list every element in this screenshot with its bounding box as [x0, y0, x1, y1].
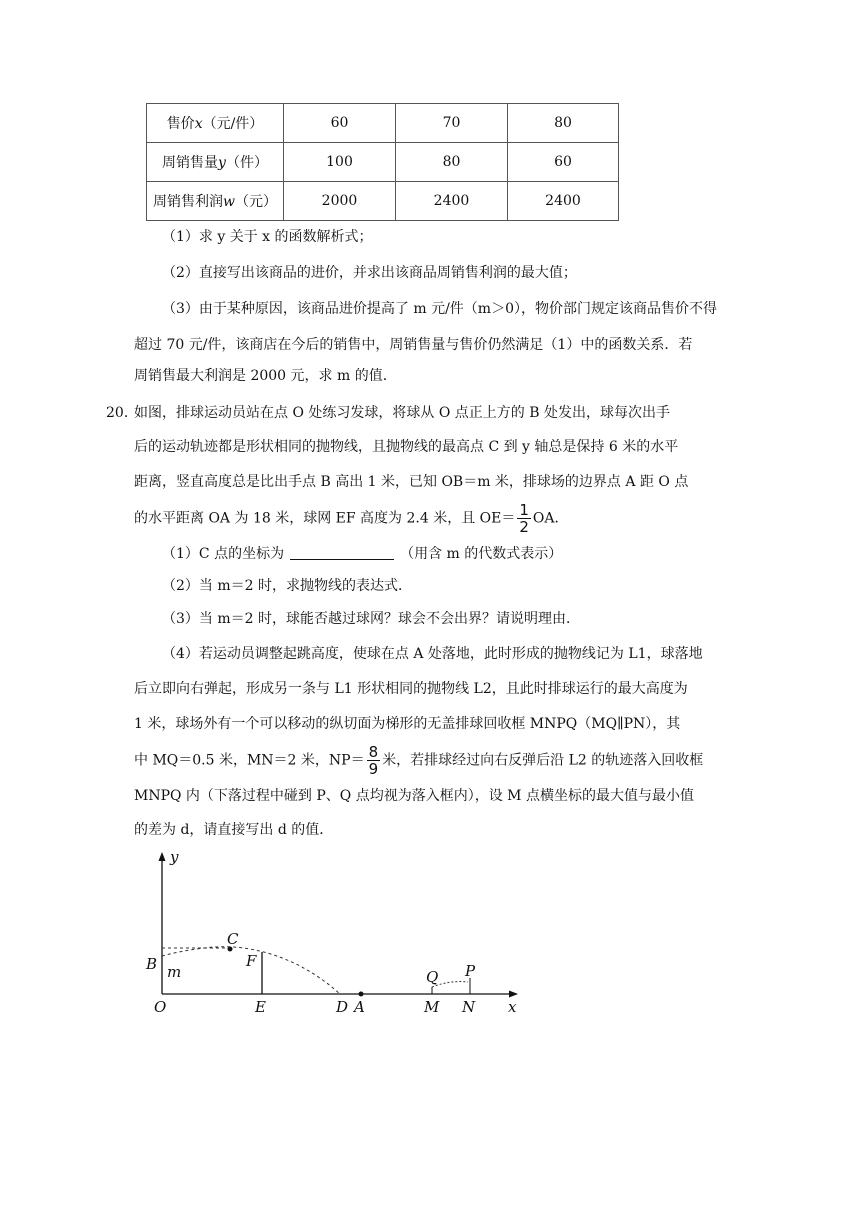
- volleyball-figure: [140, 848, 530, 1018]
- q19-part3-line2: 超过 70 元/件，该商店在今后的销售中，周销售量与售价仍然满足（1）中的函数关系．若: [134, 337, 693, 353]
- table-cell: 70: [396, 104, 508, 143]
- table-cell: 80: [508, 104, 619, 143]
- table-cell: 80: [396, 143, 508, 182]
- fraction: $\frac{8}{9}$: [368, 743, 379, 778]
- x-axis-arrow: [509, 991, 518, 998]
- table-row: [147, 104, 619, 143]
- label-q: Q: [426, 968, 439, 986]
- table-cell: 2400: [396, 182, 508, 221]
- q20-part2: （2）当 m＝2 时，求抛物线的表达式．: [162, 578, 412, 594]
- q19-part3-line3: 周销售最大利润是 2000 元，求 m 的值．: [134, 368, 397, 384]
- label-d: D: [336, 998, 349, 1016]
- label-y: y: [170, 848, 179, 866]
- table-row: [147, 143, 619, 182]
- q20-part4-line6: 的差为 d，请直接写出 d 的值．: [134, 822, 334, 838]
- row-header: 周销售利润w（元）: [147, 182, 284, 221]
- q20-number: 20．: [106, 405, 138, 421]
- row-header: 售价x（元/件）: [147, 104, 284, 143]
- q20-line3: 距离，竖直高度总是比出手点 B 高出 1 米，已知 OB＝m 米，排球场的边界点 A 距 O 点: [134, 474, 689, 490]
- label-p: P: [465, 962, 476, 980]
- label-o: O: [154, 998, 167, 1016]
- y-axis-arrow: [159, 852, 166, 861]
- q20-line2: 后的运动轨迹都是形状相同的抛物线，且抛物线的最高点 C 到 y 轴总是保持 6 米的水平: [134, 439, 679, 455]
- q20-part3: （3）当 m＝2 时，球能否越过球网？球会不会出界？请说明理由．: [162, 611, 580, 627]
- table-cell: 60: [284, 104, 396, 143]
- point-a-dot: [359, 992, 364, 997]
- label-a: A: [354, 998, 365, 1016]
- label-c: C: [227, 930, 239, 948]
- price-sales-table: [146, 103, 619, 221]
- q20-line4: 的水平距离 OA 为 18 米，球网 EF 高度为 2.4 米，且 OE＝ $\frac{1}{2}$ OA．: [134, 501, 569, 536]
- answer-blank[interactable]: [290, 545, 394, 560]
- q20-line1: 如图，排球运动员站在点 O 处练习发球，将球从 O 点正上方的 B 处发出，球每次出手: [134, 405, 670, 421]
- label-m: m: [167, 963, 182, 981]
- table-cell: 60: [508, 143, 619, 182]
- figure-svg: [140, 848, 530, 1018]
- label-m-point: M: [424, 998, 440, 1016]
- table-cell: 2000: [284, 182, 396, 221]
- label-b: B: [146, 955, 158, 973]
- fraction: $\frac{1}{2}$: [519, 501, 529, 536]
- table-cell: 2400: [508, 182, 619, 221]
- q19-part1: （1）求 y 关于 x 的函数解析式；: [162, 229, 373, 245]
- label-f: F: [246, 952, 257, 970]
- label-n: N: [462, 998, 476, 1016]
- q20-part4-line2: 后立即向右弹起，形成另一条与 L1 形状相同的抛物线 L2，且此时排球运行的最大高度为: [134, 681, 688, 697]
- table-row: [147, 182, 619, 221]
- q19-part3-line1: （3）由于某种原因，该商品进价提高了 m 元/件（m＞0），物价部门规定该商品售价不得: [162, 301, 717, 317]
- table-cell: 100: [284, 143, 396, 182]
- q19-part2: （2）直接写出该商品的进价，并求出该商品周销售利润的最大值；: [162, 265, 577, 281]
- label-e: E: [255, 998, 266, 1016]
- q20-part1: （1）C 点的坐标为 （用含 m 的代数式表示）: [162, 546, 563, 562]
- q20-part4-line5: MNPQ 内（下落过程中碰到 P、Q 点均视为落入框内），设 M 点横坐标的最大值与最小值: [134, 788, 694, 804]
- q20-part4-line4: 中 MQ＝0.5 米，MN＝2 米，NP＝ $\frac{8}{9}$ 米，若排球经过向右反弹后沿 L2 的轨迹落入回收框: [134, 743, 704, 778]
- row-header: 周销售量y（件）: [147, 143, 284, 182]
- q20-part4-line1: （4）若运动员调整起跳高度，使球在点 A 处落地，此时形成的抛物线记为 L1，球落地: [162, 646, 703, 662]
- label-x: x: [508, 998, 517, 1016]
- q20-part4-line3: 1 米，球场外有一个可以移动的纵切面为梯形的无盖排球回收框 MNPQ（MQ∥PN），其: [134, 716, 681, 732]
